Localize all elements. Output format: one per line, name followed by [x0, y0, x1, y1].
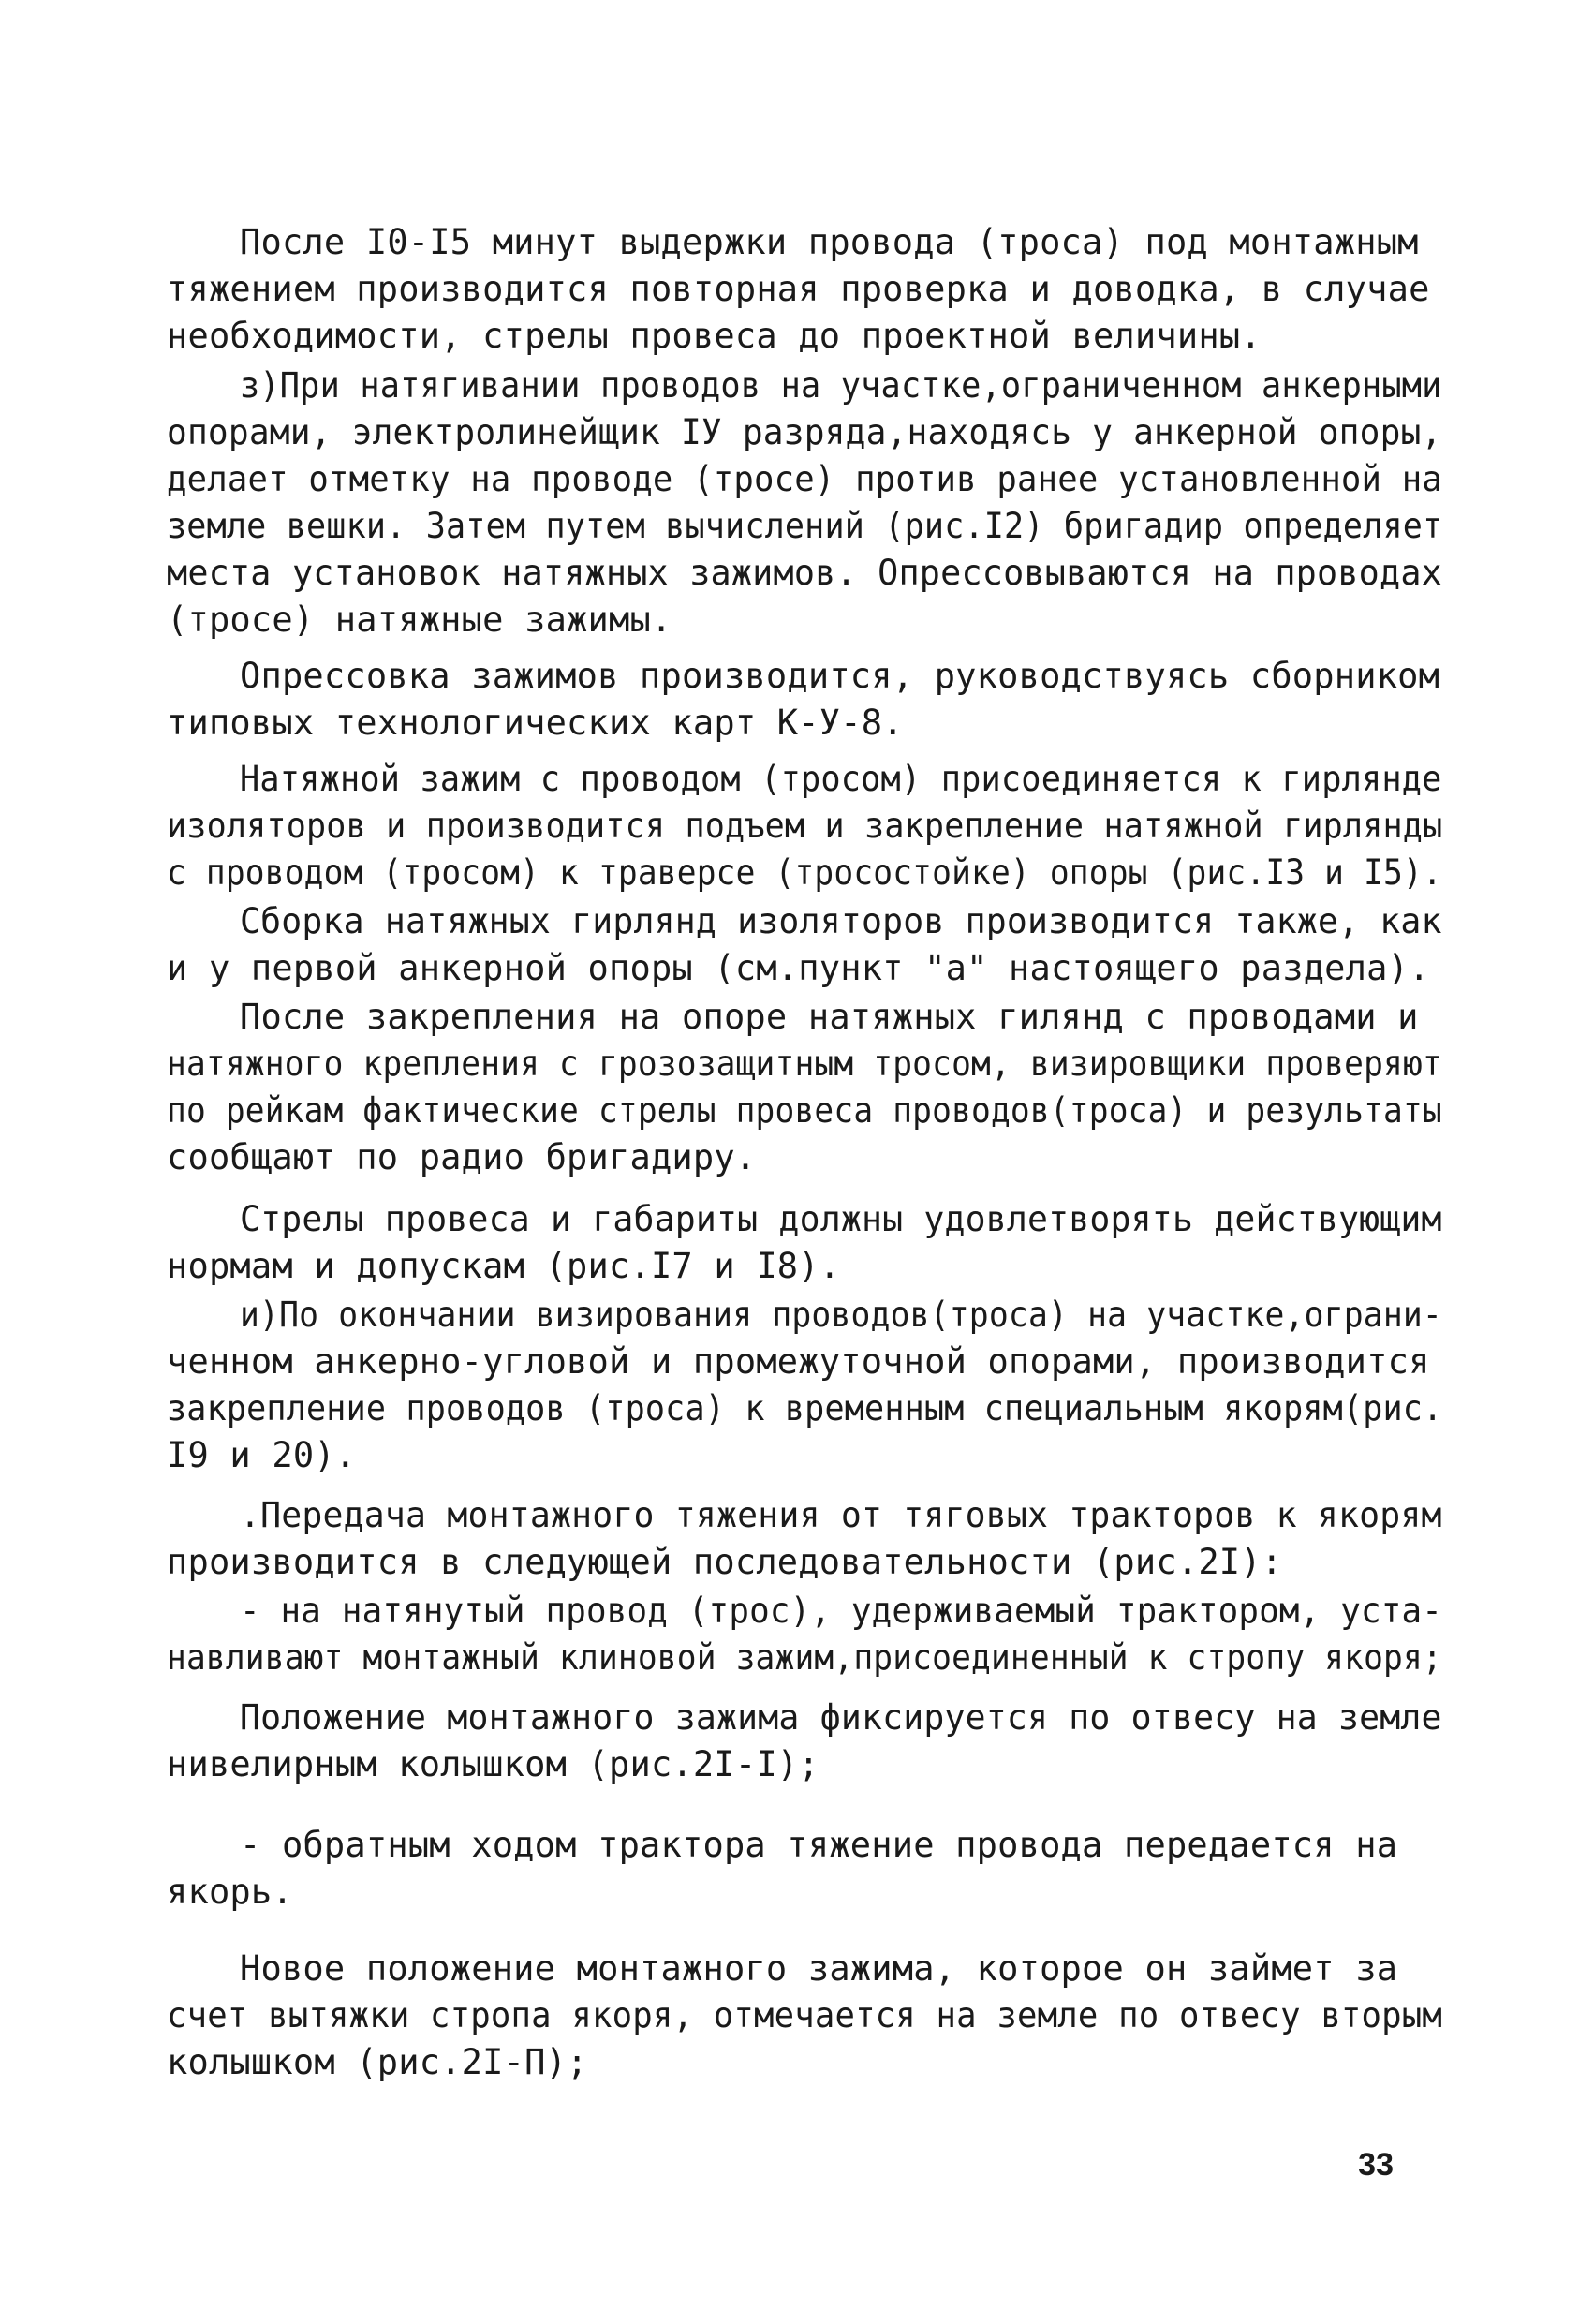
text-line: опорами, электролинейщик IУ разряда,находясь у анкерной опоры,: [167, 412, 1442, 452]
text-line: сообщают по радио бригадиру.: [167, 1137, 757, 1177]
text-line: нивелирным колышком (рис.2I-I);: [167, 1744, 819, 1784]
text-line: з)При натягивании проводов на участке,ограниченном анкерными: [240, 365, 1442, 406]
text-line: - на натянутый провод (трос), удерживаемый трактором, уста-: [240, 1591, 1443, 1631]
text-line: После I0-I5 минут выдержки провода (троса) под монтажным: [240, 222, 1419, 262]
text-line: навливают монтажный клиновой зажим,присоединенный к стропу якоря;: [167, 1637, 1442, 1678]
text-line: необходимости, стрелы провеса до проектной величины.: [167, 316, 1262, 356]
text-line: типовых технологических карт К-У-8.: [167, 703, 904, 743]
text-line: натяжного крепления с грозозащитным тросом, визировщики проверяют: [167, 1044, 1442, 1084]
text-line: с проводом (тросом) к траверсе (тросостойке) опоры (рис.I3 и I5).: [167, 852, 1442, 893]
page-number: 33: [1358, 2147, 1394, 2183]
text-line: якорь.: [167, 1872, 293, 1912]
text-line: и у первой анкерной опоры (см.пункт "а" настоящего раздела).: [167, 948, 1430, 988]
text-line: Стрелы провеса и габариты должны удовлетворять действующим: [240, 1199, 1442, 1239]
text-line: по рейкам фактические стрелы провеса проводов(троса) и результаты: [167, 1090, 1442, 1131]
text-line: делает отметку на проводе (тросе) против ранее установленной на: [167, 459, 1443, 499]
text-line: производится в следующей последовательности (рис.2I):: [167, 1542, 1283, 1582]
text-line: I9 и 20).: [167, 1435, 357, 1475]
text-line: ченном анкерно-угловой и промежуточной опорами, производится: [167, 1341, 1430, 1382]
text-line: Положение монтажного зажима фиксируется по отвесу на земле: [240, 1697, 1442, 1738]
text-line: тяжением производится повторная проверка и доводка, в случае: [167, 269, 1430, 309]
text-line: закрепление проводов (троса) к временным специальным якорям(рис.: [167, 1388, 1443, 1428]
text-line: колышком (рис.2I-П);: [167, 2042, 588, 2082]
text-line: После закрепления на опоре натяжных гилянд с проводами и: [240, 997, 1419, 1037]
text-line: - обратным ходом трактора тяжение провода передается на: [240, 1825, 1398, 1865]
text-line: счет вытяжки стропа якоря, отмечается на земле по отвесу вторым: [167, 1995, 1443, 2035]
text-line: места установок натяжных зажимов. Опрессовываются на проводах: [167, 553, 1442, 593]
text-line: (тросе) натяжные зажимы.: [167, 600, 672, 640]
text-line: Сборка натяжных гирлянд изоляторов производится также, как: [240, 901, 1442, 941]
text-line: и)По окончании визирования проводов(троса) на участке,ограни-: [240, 1295, 1442, 1335]
text-line: .Передача монтажного тяжения от тяговых тракторов к якорям: [240, 1495, 1442, 1535]
text-line: Натяжной зажим с проводом (тросом) присоединяется к гирлянде: [240, 759, 1442, 799]
text-line: земле вешки. Затем путем вычислений (рис.I2) бригадир определяет: [167, 506, 1443, 546]
text-line: Новое положение монтажного зажима, которое он займет за: [240, 1948, 1398, 1989]
text-line: изоляторов и производится подъем и закрепление натяжной гирлянды: [167, 806, 1443, 846]
text-line: нормам и допускам (рис.I7 и I8).: [167, 1246, 841, 1286]
text-line: Опрессовка зажимов производится, руководствуясь сборником: [240, 656, 1440, 696]
